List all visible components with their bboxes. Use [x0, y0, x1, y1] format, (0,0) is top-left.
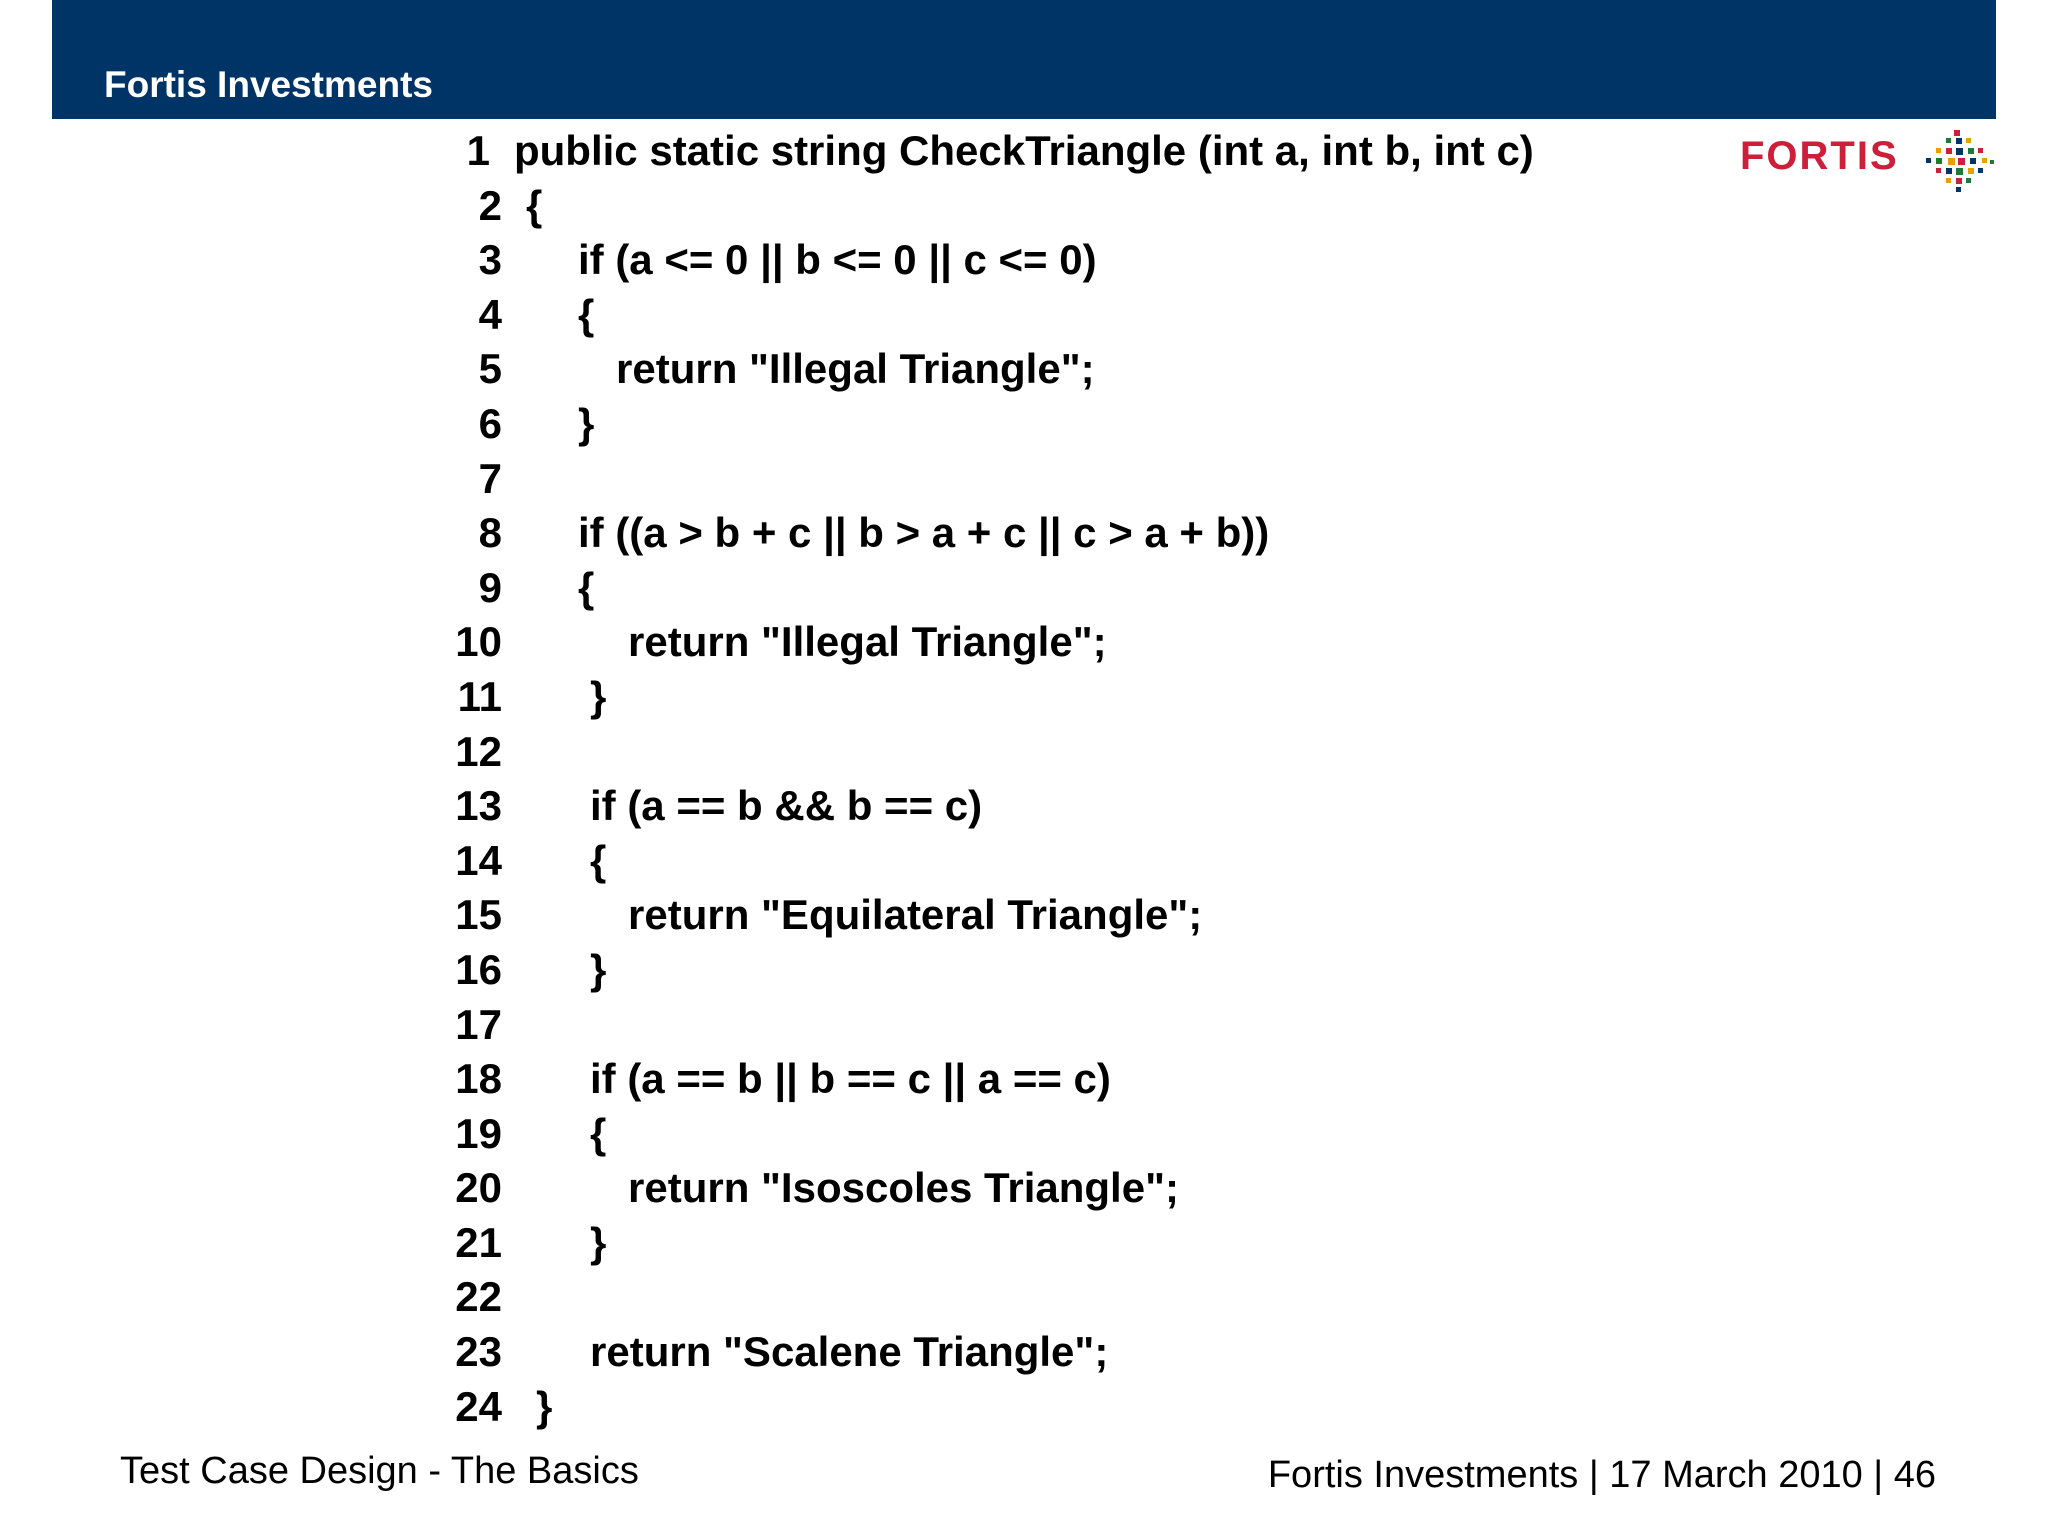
line-code: }: [590, 672, 607, 720]
line-number: 24: [455, 1382, 502, 1430]
line-number: 2: [478, 181, 502, 229]
code-line: [460, 452, 1740, 507]
code-line: [460, 397, 1740, 452]
header-title: Fortis Investments: [104, 64, 433, 105]
line-number: 1: [466, 127, 490, 174]
line-code: {: [590, 836, 607, 884]
code-line: [455, 1161, 1740, 1216]
line-code: return "Scalene Triangle";: [590, 1328, 1109, 1376]
line-code: return "Illegal Triangle";: [616, 345, 1095, 393]
code-line: [455, 779, 1740, 834]
code-line: [455, 1270, 1740, 1325]
line-code: if (a <= 0 || b <= 0 || c <= 0): [578, 236, 1097, 284]
line-code: {: [590, 1109, 607, 1157]
code-line: [460, 342, 1740, 397]
code-line: [455, 1216, 1740, 1271]
line-number: 13: [455, 782, 502, 830]
line-number: 5: [478, 345, 502, 393]
code-line: [460, 233, 1740, 288]
line-number: 8: [478, 509, 502, 557]
line-number: 10: [455, 618, 502, 666]
line-code: if (a == b && b == c): [590, 782, 983, 830]
line-code: }: [578, 399, 595, 447]
line-code: if (a == b || b == c || a == c): [590, 1055, 1111, 1103]
line-code: public static string CheckTriangle (int a, int b, int c): [514, 127, 1534, 174]
code-line: [455, 834, 1740, 889]
code-line: [455, 998, 1740, 1053]
line-code: return "Equilateral Triangle";: [628, 891, 1203, 939]
code-line: [455, 888, 1740, 943]
code-line: [455, 1325, 1740, 1380]
line-code: if ((a > b + c || b > a + c || c > a + b)): [578, 509, 1270, 557]
fortis-logo: [1740, 128, 2000, 194]
code-line: [455, 943, 1740, 998]
line-number: 7: [478, 454, 502, 502]
line-code: return "Isoscoles Triangle";: [628, 1164, 1179, 1212]
code-line: [455, 1052, 1740, 1107]
line-number: 3: [478, 236, 502, 284]
line-code: {: [578, 563, 595, 611]
code-line: [460, 506, 1740, 561]
line-code: {: [578, 290, 595, 338]
code-line: [460, 124, 1740, 179]
code-line: [455, 1380, 1740, 1435]
line-number: 4: [478, 290, 502, 338]
line-code: }: [590, 945, 607, 993]
code-line: [455, 615, 1740, 670]
fortis-dots-logo-icon: [1918, 128, 1998, 194]
line-number: 19: [455, 1109, 502, 1157]
line-number: 22: [455, 1273, 502, 1321]
header-bar: [52, 0, 1996, 119]
footer-date-page: Fortis Investments | 17 March 2010 | 46: [1267, 1454, 1936, 1496]
code-line: [457, 670, 1740, 725]
line-code: }: [536, 1382, 553, 1430]
line-number: 15: [455, 891, 502, 939]
code-line: [455, 1107, 1740, 1162]
line-number: 9: [478, 563, 502, 611]
line-number: 23: [455, 1328, 502, 1376]
code-line: [460, 288, 1740, 343]
line-code: }: [590, 1218, 607, 1266]
line-number: 14: [455, 836, 502, 884]
line-number: 16: [455, 945, 502, 993]
line-number: 21: [455, 1218, 502, 1266]
line-number: 12: [455, 727, 502, 775]
footer-presentation-title: Test Case Design - The Basics: [120, 1450, 639, 1492]
line-code: return "Illegal Triangle";: [628, 618, 1107, 666]
line-number: 11: [457, 672, 502, 720]
line-number: 6: [478, 399, 502, 447]
code-listing: [455, 124, 1740, 1434]
code-line: [460, 179, 1740, 234]
code-line: [460, 561, 1740, 616]
code-line: [455, 725, 1740, 780]
line-number: 20: [455, 1164, 502, 1212]
line-code: {: [526, 181, 543, 229]
line-number: 18: [455, 1055, 502, 1103]
logo-text: FORTIS: [1740, 134, 1899, 178]
line-number: 17: [455, 1000, 502, 1048]
